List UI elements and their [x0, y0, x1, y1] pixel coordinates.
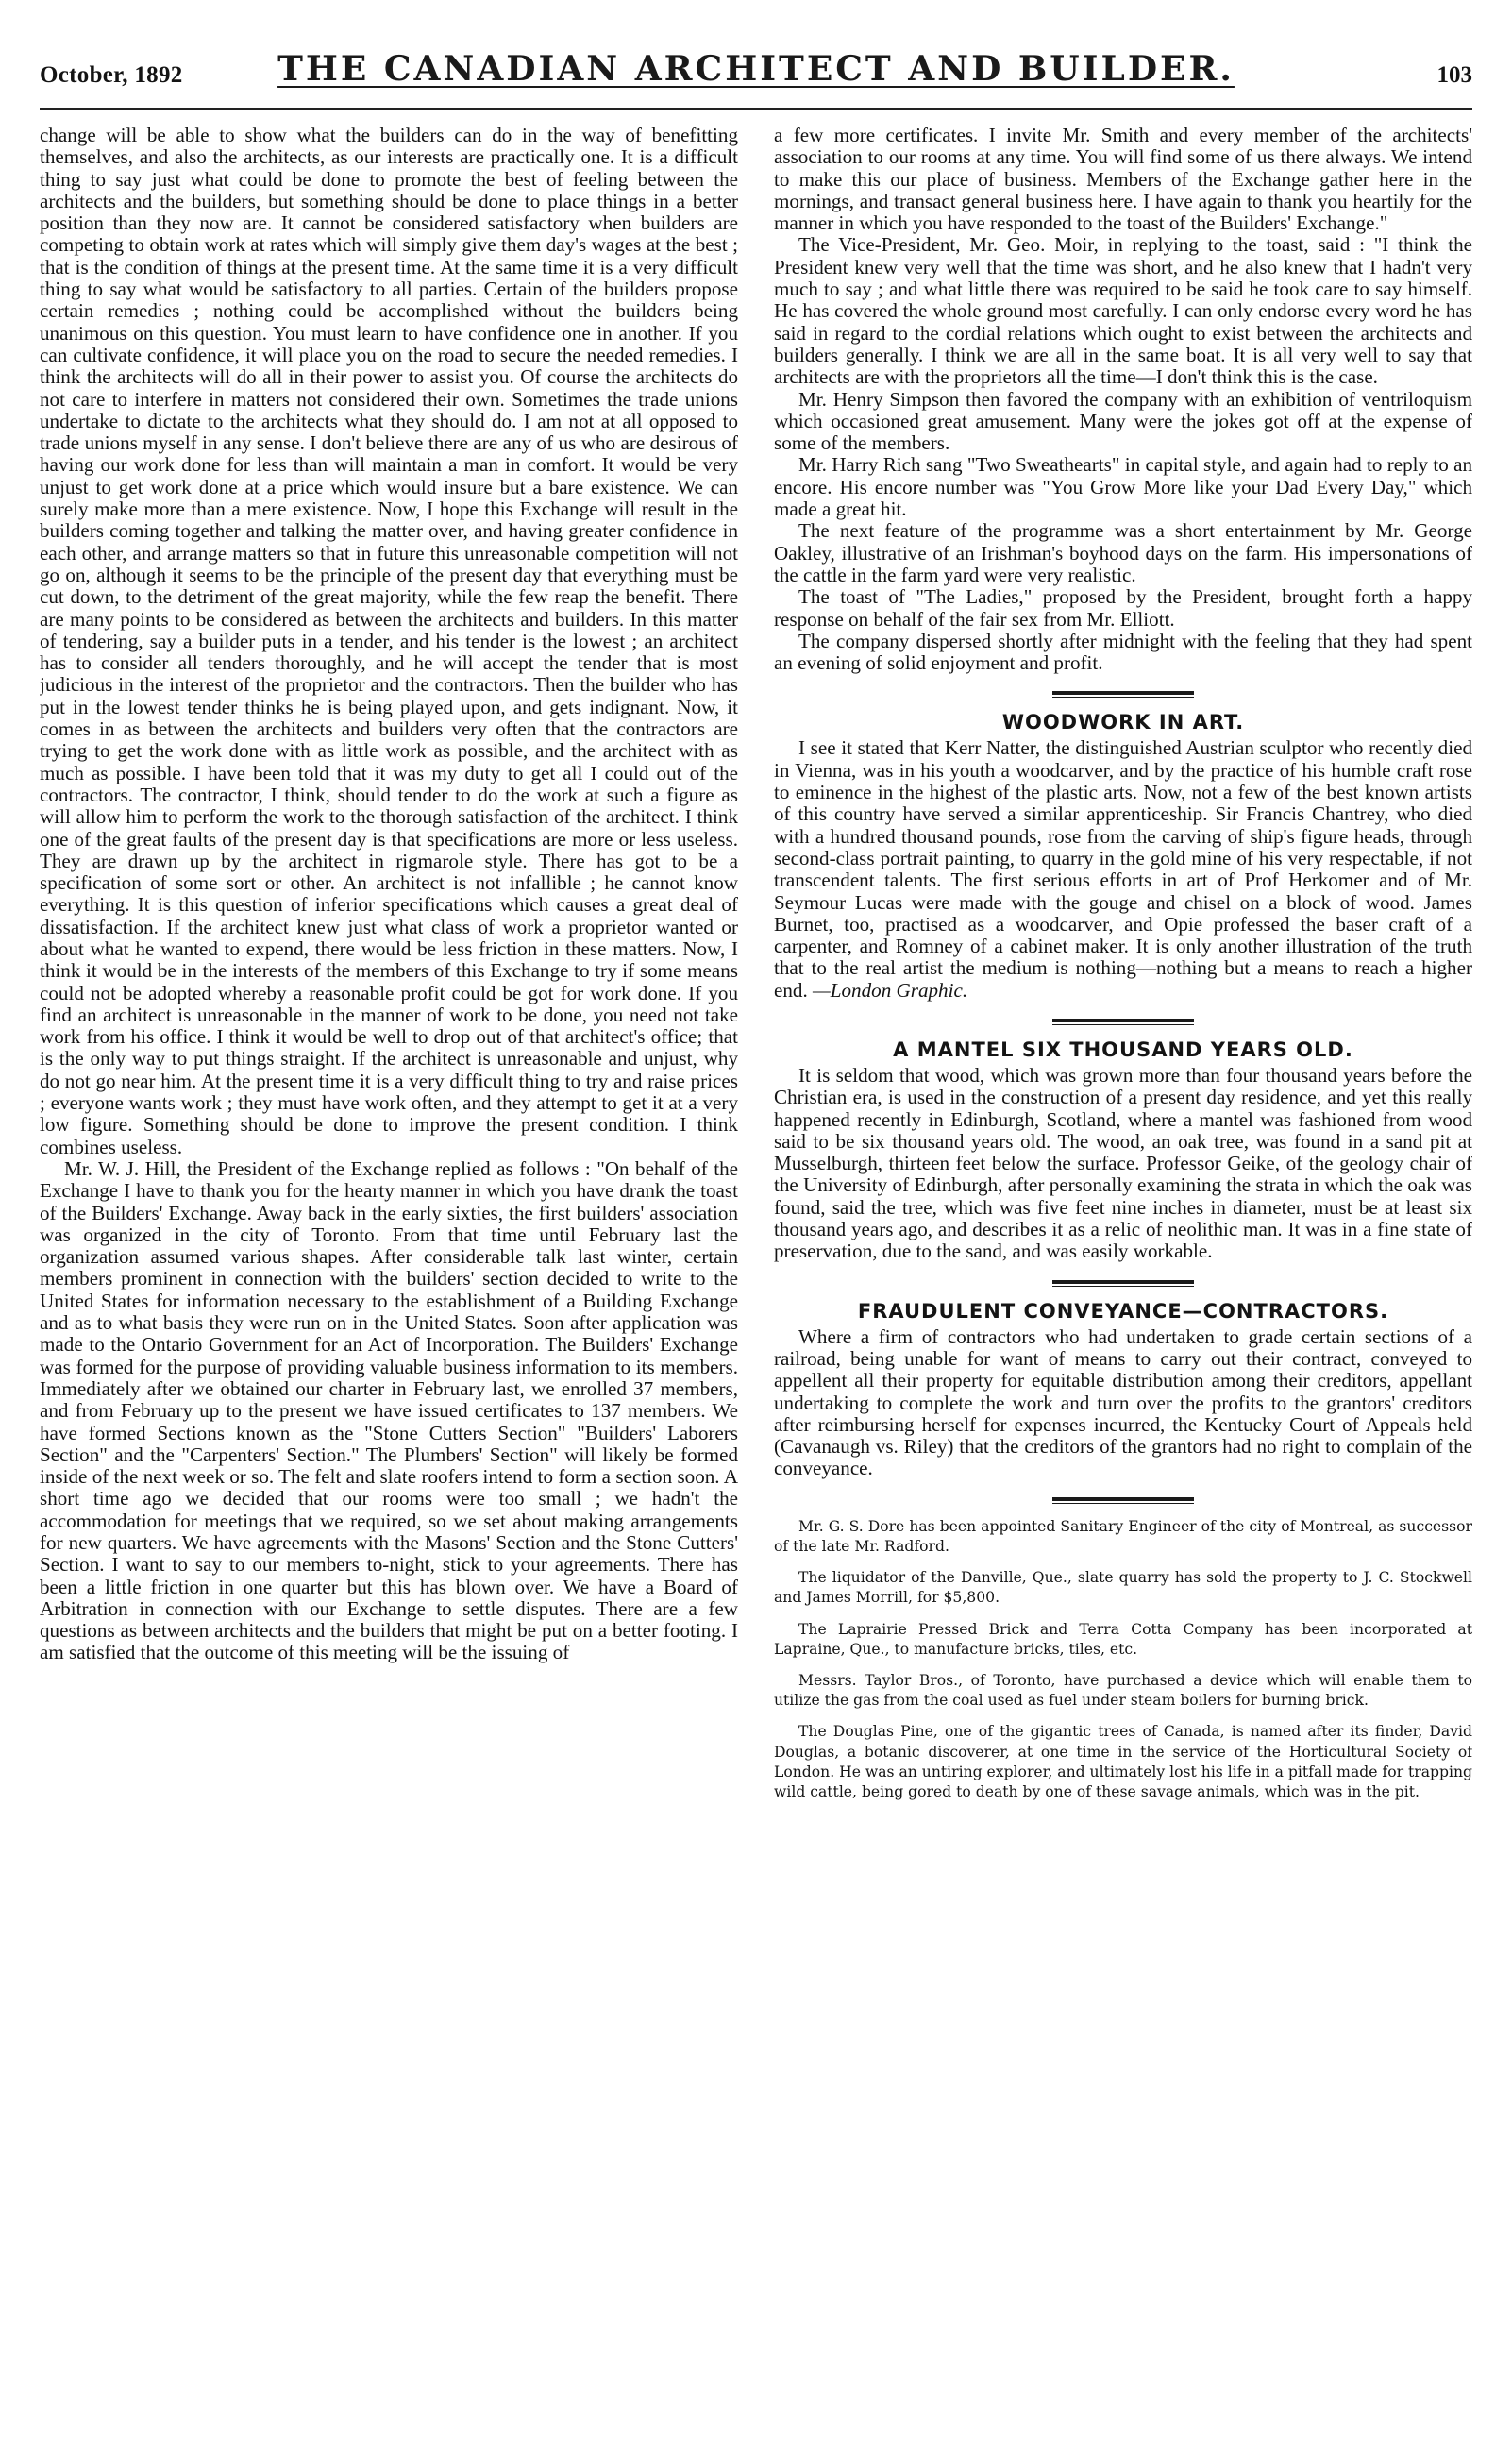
article-body-mantel: It is seldom that wood, which was grown more than four thousand years before the Christian era, is used in the construction of a present day residence, and yet this really happened recently in Edinburgh, Scotland, where a mantel was fashioned from wood said to be six thousand years old. The wood, an oak tree, was found in a sand pit at Musselburgh, thirteen feet below the surface. Professor Geike, of the geology chair of the University of Edinburgh, after personally examining the strata in which the oak was found, said the tree, which was five feet nine inches in diameter, must be at least six thousand years ago, and describes it as a relic of neolithic man. It was in a fine state of preservation, due to the sand, and was easily workable. [774, 1063, 1472, 1263]
news-notes [774, 1517, 1472, 1802]
paragraph: The toast of "The Ladies," proposed by the President, brought forth a happy response on behalf of the fair sex from Mr. Elliott. [774, 585, 1472, 631]
publication-title [40, 49, 1472, 91]
issue-date: October, 1892 [40, 62, 183, 88]
section-divider [1052, 1019, 1194, 1025]
paragraph: a few more certificates. I invite Mr. Smith and every member of the architects' association to our rooms at any time. You will find some of us there always. We intend to make this our place of business. Members of the Exchange gather here in the mornings, and transact general business here. I have again to thank you heartily for the manner in which you have responded to the toast of the Builders' Exchange." [774, 125, 1472, 235]
article-title-woodwork: WOODWORK IN ART. [1001, 711, 1245, 734]
news-note: Messrs. Taylor Bros., of Toronto, have purchased a device which will enable them to utilize the gas from the coal used as fuel under steam boilers for burning brick. [774, 1671, 1472, 1710]
news-note: Mr. G. S. Dore has been appointed Sanitary Engineer of the city of Montreal, as successor of the late Mr. Radford. [774, 1517, 1472, 1555]
news-note: The Douglas Pine, one of the gigantic trees of Canada, is named after its finder, David Douglas, a botanic discoverer, at one time in the service of the Horticultural Society of London. He was an untiring explorer, and ultimately lost his life in a pitfall made for trapping wild cattle, being gored to death by one of these savage animals, which was in the pit. [774, 1723, 1472, 1800]
news-note: The Laprairie Pressed Brick and Terra Cotta Company has been incorporated at Lapraine, Que., to manufacture bricks, tiles, etc. [774, 1620, 1472, 1658]
article-body-fraudulent: Where a firm of contractors who had undertaken to grade certain sections of a railroad, being unable for want of means to carry out their contract, conveyed to appellent all their property for equitable distribution among their creditors, appellant undertaking to complete the work and turn over the profits to the grantors' creditors after reimbursing herself for expenses incurred, the Kentucky Court of Appeals held (Cavanaugh vs. Riley) that the creditors of the grantors had no right to complain of the conveyance. [774, 1324, 1472, 1480]
article-body-woodwork [774, 737, 1472, 1002]
woodwork-body: I see it stated that Kerr Natter, the distinguished Austrian sculptor who recently died in Vienna, was in his youth a woodcarver, and by the practice of his humble craft rose to eminence in the highest of the plastic arts. Now, not a few of the best known artists of this country have served a similar apprenticeship. Sir Francis Chantrey, who died with a hundred thousand pounds, rose from the carving of ship's figure heads, through second-class portrait painting, to quarry in the gold mine of his very respectable, if not transcendent talents. The first serious efforts in art of Prof Herkomer and of Mr. Seymour Lucas were made with the gouge and chisel on a block of wood. James Burnet, too, practised as a woodcarver, and Opie professed the baser craft of a carpenter, and Romney of a cabinet maker. It is only another illustration of the truth that to the real artist the medium is nothing—nothing but a means to reach a higher end. [774, 736, 1472, 1002]
article-source: —London Graphic. [813, 978, 968, 1002]
running-header [40, 49, 1472, 111]
paragraph: Mr. W. J. Hill, the President of the Exchange replied as follows : "On behalf of the Exchange I have to thank you for the hearty manner in which you have drank the toast of the Builders' Exchange. Away back in the early sixties, the first builders' association was organized in the city of Toronto. From that time until February last the organization assumed various shapes. After considerable talk last winter, certain members prominent in connection with the builders' section decided to write to the United States for information necessary to the establishment of a Building Exchange and as to what basis they were run on in the United States. Soon after application was made to the Ontario Government for an Act of Incorporation. The Builders' Exchange was formed for the purpose of providing valuable business information to its members. Immediately after we obtained our charter in February last, we enrolled 37 members, and from February up to the present we have issued certificates to 137 members. We have formed Sections known as the "Stone Cutters Section" "Builders' Laborers Section" and the "Carpenters' Section." The Plumbers' Section" will likely be formed inside of the next week or so. The felt and slate roofers intend to form a section soon. A short time ago we decided that our rooms were too small ; we hadn't the accommodation for meetings that we required, so we set about making arrangements for new quarters. We have agreements with the Masons' Section and the Stone Cutters' Section. I want to say to our members to-night, stick to your agreements. There has been a little friction in one quarter but this has blown over. We have a Board of Arbitration in connection with our Exchange to settle disputes. There are a few questions as between architects and the builders that might be put on a better footing. I am satisfied that the outcome of this meeting will be the issuing of [40, 1156, 738, 1664]
section-divider [1052, 691, 1194, 698]
header-rule [40, 108, 1472, 110]
left-column [40, 125, 738, 2428]
paragraph: Mr. Harry Rich sang "Two Sweathearts" in capital style, and again had to reply to an encore. His encore number was "You Grow More like your Dad Every Day," which made a great hit. [774, 453, 1472, 521]
publication-title-text: THE CANADIAN ARCHITECT AND BUILDER. [277, 49, 1235, 89]
article-title-mantel: A MANTEL SIX THOUSAND YEARS OLD. [893, 1037, 1353, 1061]
section-divider [1052, 1280, 1194, 1287]
section-divider [1052, 1497, 1194, 1504]
right-column [774, 125, 1472, 2428]
paragraph: The Vice-President, Mr. Geo. Moir, in replying to the toast, said : "I think the President knew very well that the time was short, and he also knew that I hadn't very much to say ; and what little there was required to be said he took care to say himself. He has covered the whole ground most carefully. I can only endorse every word he has said in regard to the cordial relations which ought to exist between the architects and builders generally. I think we are all in the same boat. It is all very well to say that architects are with the proprietors all the time—I don't think this is the case. [774, 233, 1472, 389]
paragraph: The next feature of the programme was a short entertainment by Mr. George Oakley, illustrative of an Irishman's boyhood days on the farm. His impersonations of the cattle in the farm yard were very realistic. [774, 519, 1472, 586]
news-note: The liquidator of the Danville, Que., slate quarry has sold the property to J. C. Stockwell and James Morrill, for $5,800. [774, 1569, 1472, 1607]
paragraph: The company dispersed shortly after midnight with the feeling that they had spent an evening of solid enjoyment and profit. [774, 629, 1472, 675]
paragraph: change will be able to show what the builders can do in the way of benefitting themselves, and also the architects, as our interests are practically one. It is a difficult thing to say just what could be done to promote the best of feeling between the architects and the builders, but something should be done to place things in a better position than they now are. It cannot be considered satisfactory when builders are competing to obtain work at rates which will simply give them day's wages at the best ; that is the condition of things at the present time. At the same time it is a very difficult thing to say what would be satisfactory to all parties. Certain of the builders propose certain remedies ; nothing could be accomplished without the builders being unanimous on this question. You must learn to have confidence one in another. If you can cultivate confidence, it will place you on the road to secure the needed remedies. I think the architects will do all in their power to assist you. Of course the architects do not care to interfere in matters not considered their own. Sometimes the trade unions undertake to dictate to the architects what they should do. I am not at all opposed to trade unions myself in any sense. I don't believe there are any of us who are desirous of having our work done for less than will maintain a man in comfort. It would be very unjust to get work done at a price which would insure but a bare existence. We can surely make more than a mere existence. Now, I hope this Exchange will result in the builders coming together and talking the matter over, and having greater confidence in each other, and arrange matters so that in future this unreasonable competition will not go on, although it seems to be the principle of the present day that everything must be cut down, to the detriment of the great majority, while the few reap the benefit. There are many points to be considered as between the architects and builders. In this matter of tendering, say a builder puts in a tender, and his tender is the lowest ; an architect has to consider all tenders thoroughly, and he will accept the tender that is most judicious in the interest of the proprietor and the contractors. Then the builder who has put in the lowest tender thinks he is being played upon, and gets indignant. Now, it comes in as between the architects and builders very often that the contractors are trying to get the work done with as little work as possible, and the architect with as much as possible. I have been told that it was my duty to get all I could out of the contractors. The contractor, I think, should tender to do the work at such a figure as will allow him to perform the work to the thorough satisfaction of the architect. I think one of the great faults of the present day is that specifications are more or less useless. They are drawn up by the architect in rigmarole style. There has got to be a specification of some sort or other. An architect is not infallible ; he cannot know everything. It is this question of inferior specifications which causes a great deal of dissatisfaction. If the architect knew just what class of work a proprietor wanted or about what he wanted to expend, there would be less friction in these matters. Now, I think it would be in the interests of the members of this Exchange to try if some means could not be adopted whereby a reasonable profit could be got for work done. If you find an architect is unreasonable in the manner of work to be done, you need not take work from his office. I think it would be well to drop out of that architect's office; that is the only way to put things straight. If the architect is unreasonable and unjust, why do not go near him. At the present time it is a very difficult thing to try and raise prices ; everyone wants work ; they must have work often, and they attempt to get it at a very low figure. Something should be done to improve the present condition. I think combines useless. [40, 125, 738, 1158]
article-title-fraudulent: FRAUDULENT CONVEYANCE—CONTRACTORS. [857, 1299, 1389, 1323]
page-number: 103 [1436, 62, 1472, 88]
paragraph: Mr. Henry Simpson then favored the company with an exhibition of ventriloquism which occasioned great amusement. Many were the jokes got off at the expense of some of the members. [774, 387, 1472, 455]
